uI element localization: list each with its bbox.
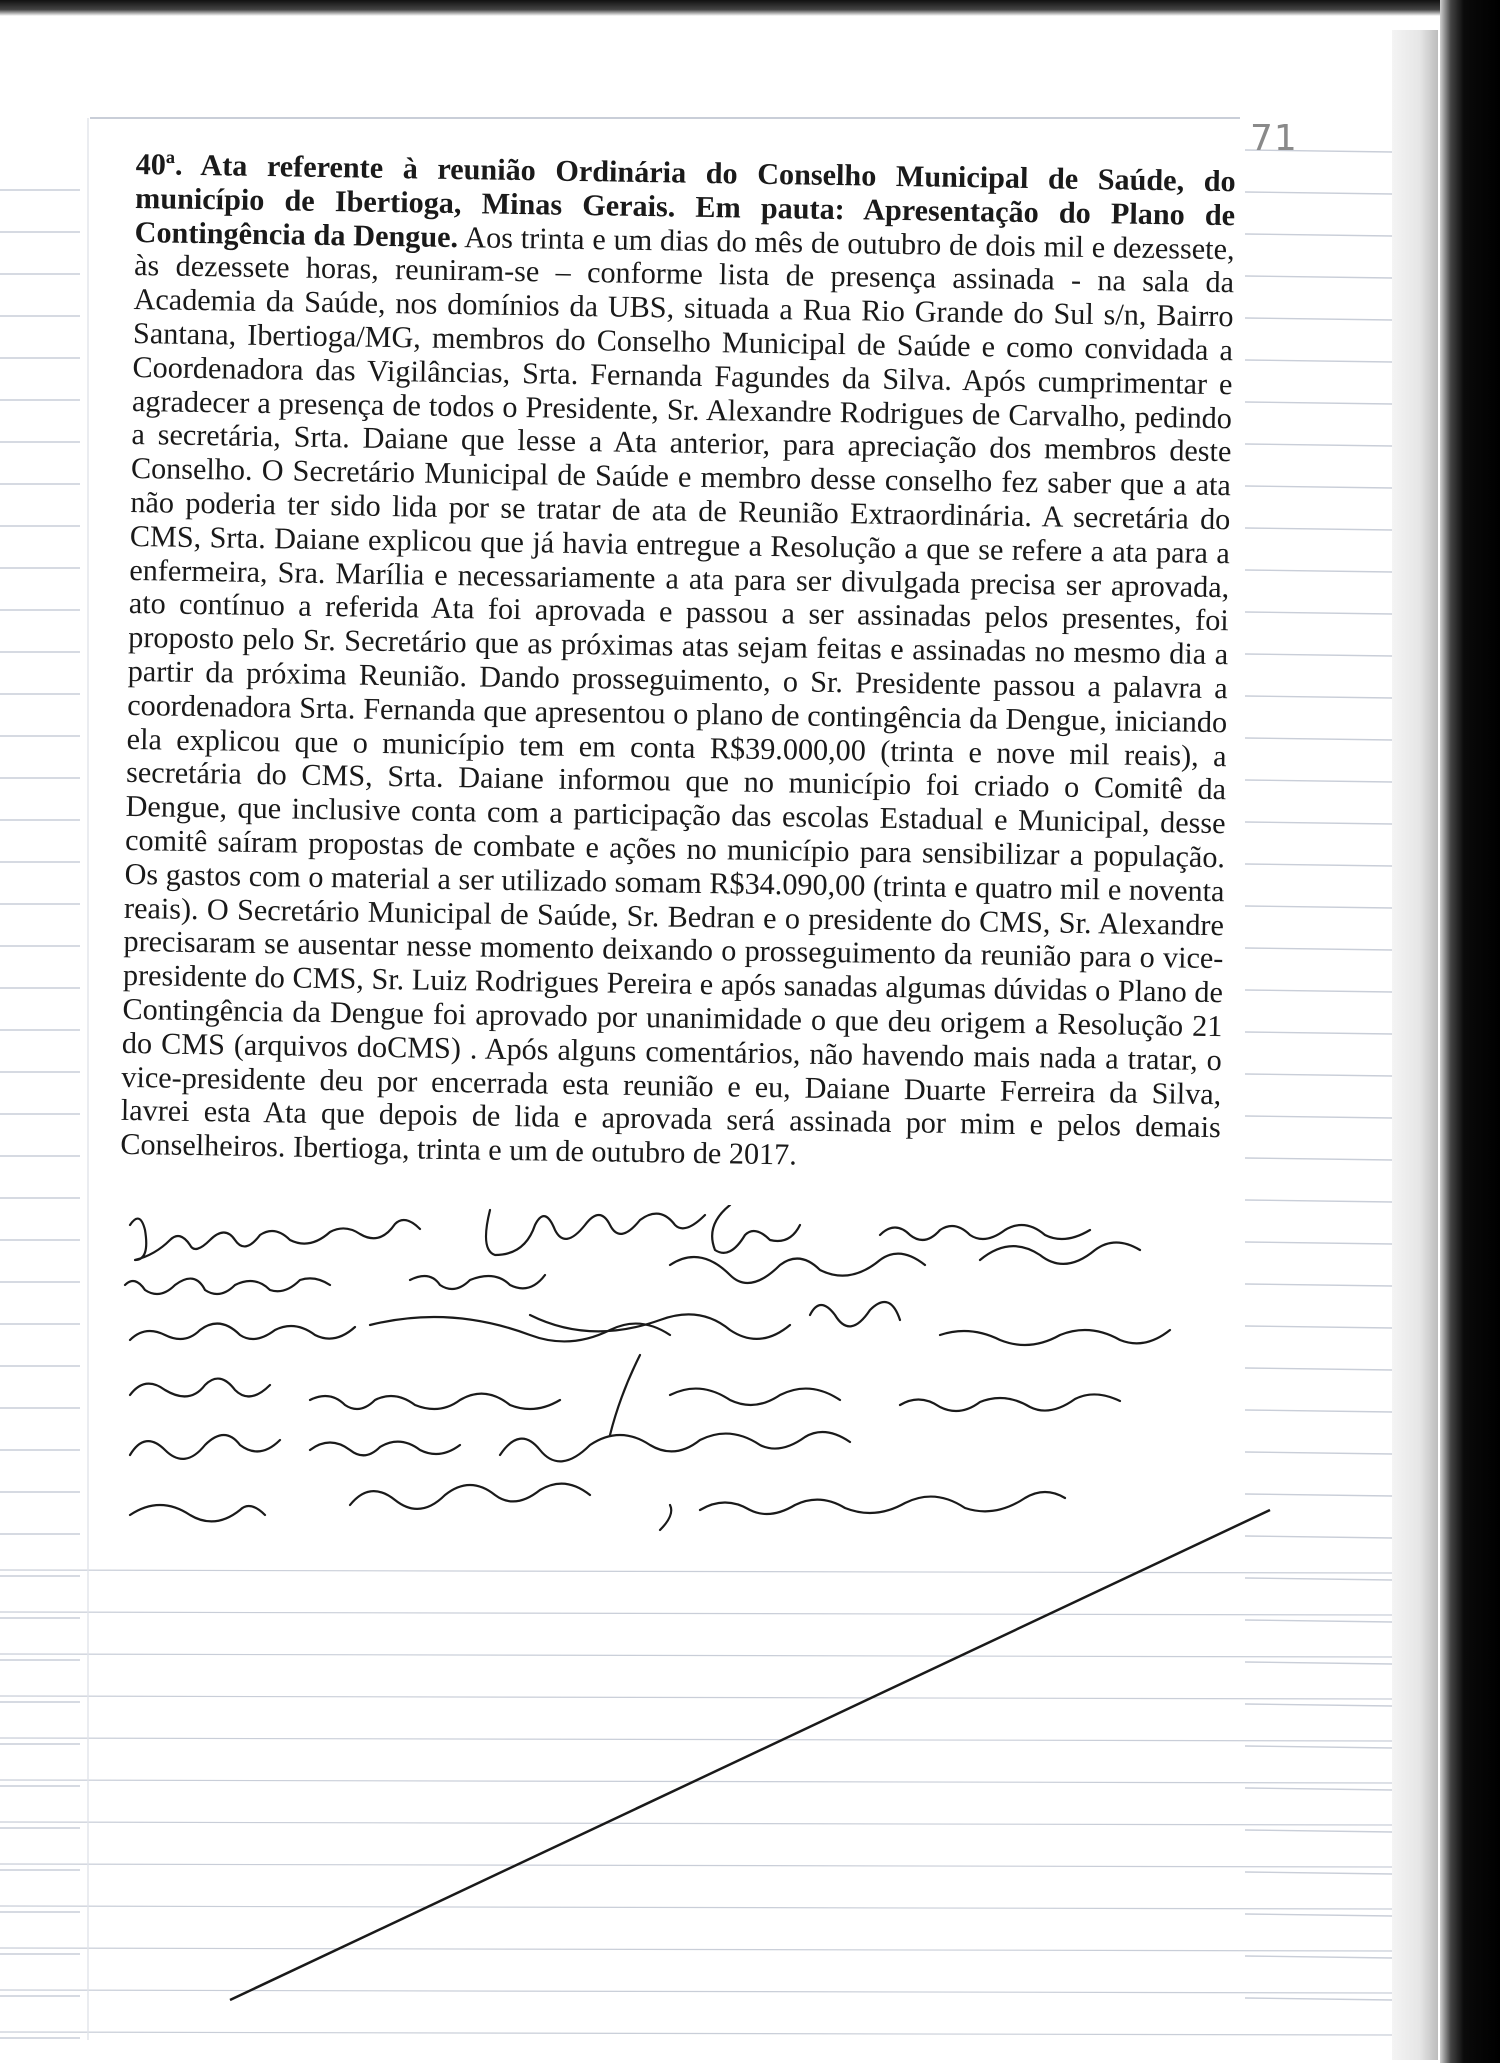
- body-rule: [0, 1864, 1392, 1867]
- margin-rule: [1245, 1578, 1392, 1580]
- body-rule: [0, 1612, 1392, 1615]
- margin-rule: [1245, 528, 1392, 530]
- margin-rule: [1245, 1872, 1392, 1874]
- margin-rule: [1245, 1914, 1392, 1916]
- margin-rule: [1245, 990, 1392, 992]
- margin-rule: [1245, 654, 1392, 656]
- body-rule: [0, 1654, 1392, 1657]
- margin-rule: [1245, 1242, 1392, 1244]
- body-rule: [0, 1906, 1392, 1909]
- margin-rule: [1245, 948, 1392, 950]
- margin-rule: [1245, 864, 1392, 866]
- margin-rule: [1245, 1788, 1392, 1790]
- margin-rule: [1245, 1536, 1392, 1538]
- margin-rule: [1245, 192, 1392, 194]
- signatures-block: [110, 1205, 1260, 1545]
- margin-rule: [1245, 486, 1392, 488]
- margin-rule: [1245, 1830, 1392, 1832]
- margin-rule: [1245, 696, 1392, 698]
- minutes-body: Aos trinta e um dias do mês de outubro de dois mil e dezessete, às dezessete horas, reuniram-se – conforme lista de presença assinada - na sala da Academia da Saúde, nos domínios da UBS, situada a Rua Rio Grande do Sul s/n, Bairro Santana, Ibertioga/MG, membros do Conselho Municipal de Saúde e como convidada a Coordenadora das Vigilâncias, Srta. Fernanda Fagundes da Silva. Após cumprimentar e agradecer a presença de todos o Presidente, Sr. Alexandre Rodrigues de Carvalho, pedindo a secretária, Srta. Daiane que lesse a Ata anterior, para apreciação dos membros deste Conselho. O Secretário Municipal de Saúde e membro desse conselho fez saber que a ata não poderia ter sido lida por se tratar de ata de Reunião Extraordinária. A secretária do CMS, Srta. Daiane explicou que já havia entregue a Resolução a que se refere a ata para a enfermeira, Sra. Marília e necessariamente a ata para ser divulgada precisa ser aprovada, ato contínuo a referida Ata foi aprovada e passou a ser assinadas pelos presentes, foi proposto pelo Sr. Secretário que as próximas atas sejam feitas e assinadas no mesmo dia a partir da próxima Reunião. Dando prosseguimento, o Sr. Presidente passou a palavra a coordenadora Srta. Fernanda que apresentou o plano de contingência da Dengue, iniciando ela explicou que o município tem em conta R$39.000,00 (trinta e nove mil reais), a secretária do CMS, Srta. Daiane informou que no município foi criado o Comitê da Dengue, que inclusive conta com a participação das escolas Estadual e Municipal, desse comitê saíram propostas de combate e ações no município para sensibilizar a população. Os gastos com o material a ser utilizado somam R$34.090,00 (trinta e quatro mil e noventa reais). O Secretário Municipal de Saúde, Sr. Bedran e o presidente do CMS, Sr. Alexandre precisaram se ausentar nesse momento deixando o prosseguimento da reunião para o vice-presidente do CMS, Sr. Luiz Rodrigues Pereira e após sanadas algumas dúvidas o Plano de Contingência da Dengue foi aprovado por unanimidade o que deu origem a Resolução 21 do CMS (arquivos doCMS) . Após alguns comentários, não havendo mais nada a tratar, o vice-presidente deu por encerrada esta reunião e eu, Daiane Duarte Ferreira da Silva, lavrei esta Ata que depois de lida e aprovada será assinada por mim e pelos demais Conselheiros. Ibertioga, trinta e um de outubro de 2017.: [120, 219, 1235, 1172]
- margin-rule: [1245, 906, 1392, 908]
- handwritten-signatures-icon: [110, 1205, 1260, 1545]
- body-rule: [0, 1990, 1392, 1993]
- body-rule: [0, 1948, 1392, 1951]
- margin-rule: [1245, 1158, 1392, 1160]
- page-number: 71: [1250, 118, 1298, 159]
- body-rule: [0, 2032, 1392, 2035]
- margin-rule: [1245, 570, 1392, 572]
- margin-rule: [1245, 1620, 1392, 1622]
- margin-rule: [1245, 1200, 1392, 1202]
- margin-rule: [1245, 1956, 1392, 1958]
- margin-rule: [1245, 402, 1392, 404]
- margin-rule: [1245, 612, 1392, 614]
- body-rule: [0, 1738, 1392, 1741]
- margin-rule: [1245, 444, 1392, 446]
- margin-rule: [1245, 1326, 1392, 1328]
- margin-rule: [1245, 1410, 1392, 1412]
- margin-rule: [1245, 1704, 1392, 1706]
- margin-rule: [1245, 1074, 1392, 1076]
- margin-rule: [1245, 318, 1392, 320]
- margin-rule: [1245, 1494, 1392, 1496]
- margin-rule: [1245, 822, 1392, 824]
- margin-rule: [1245, 360, 1392, 362]
- margin-rule: [1245, 276, 1392, 278]
- minutes-heading: 40ª. Ata referente à reunião Ordinária do Conselho Municipal de Saúde, do município de Ibertioga, Minas Gerais. Em pauta: Apresentação do Plano de Contingência da Dengue.: [134, 147, 1236, 254]
- margin-rule: [1245, 1116, 1392, 1118]
- margin-rule: [1245, 1032, 1392, 1034]
- margin-rule: [1245, 1368, 1392, 1370]
- body-rule: [0, 1822, 1392, 1825]
- margin-rule: [1245, 738, 1392, 740]
- body-rule: [0, 1696, 1392, 1699]
- margin-rule: [1245, 1452, 1392, 1454]
- body-rule: [0, 1780, 1392, 1783]
- body-rule: [0, 1570, 1392, 1573]
- minutes-text: [120, 148, 1236, 1179]
- margin-rule: [1245, 1284, 1392, 1286]
- margin-rule: [1245, 234, 1392, 236]
- margin-rule: [1245, 1746, 1392, 1748]
- margin-rule: [1245, 1998, 1392, 2000]
- margin-rule: [1245, 780, 1392, 782]
- margin-rule: [1245, 1662, 1392, 1664]
